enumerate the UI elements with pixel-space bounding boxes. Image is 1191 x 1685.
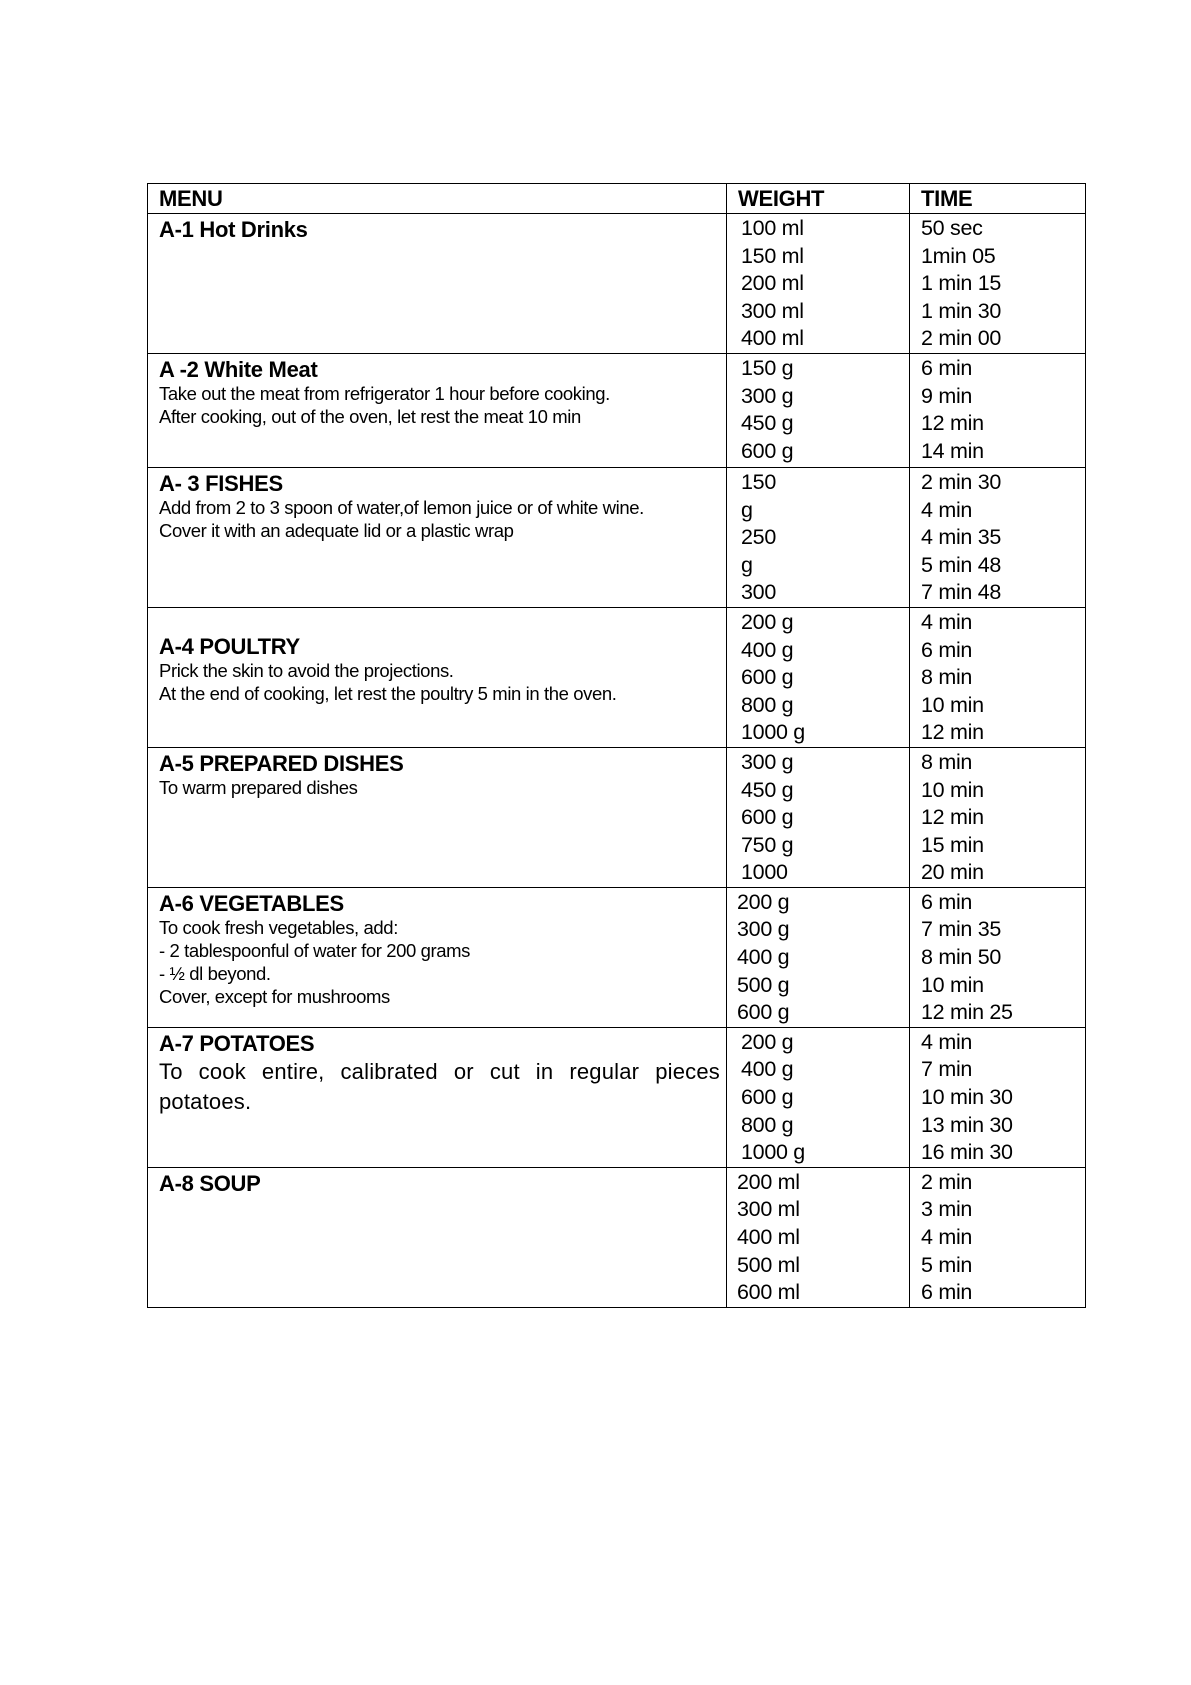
dish-description: To warm prepared dishes — [159, 776, 358, 798]
time-value: 12 min — [921, 720, 984, 745]
time-value: 4 min — [921, 609, 973, 634]
weight-value: 250 — [741, 525, 776, 550]
cooking-menu-table — [147, 183, 1086, 1308]
table-row — [148, 1167, 1086, 1307]
dish-description-line: Cover, except for mushrooms — [159, 985, 390, 1007]
time-list — [910, 748, 1085, 887]
weight-list — [727, 1168, 909, 1307]
weight-value: 400 g — [737, 945, 790, 970]
time-value: 2 min 00 — [921, 326, 1002, 351]
time-value: 6 min — [921, 355, 973, 380]
header-time: TIME — [910, 184, 1086, 214]
time-cell — [910, 467, 1086, 607]
time-value: 5 min 48 — [921, 552, 1002, 577]
time-list — [910, 354, 1085, 465]
weight-value: 400 g — [741, 637, 794, 662]
weight-cell — [727, 747, 910, 887]
weight-cell — [727, 1027, 910, 1167]
weight-value: 300 ml — [741, 298, 804, 323]
time-value: 4 min — [921, 497, 973, 522]
weight-value: g — [741, 497, 753, 522]
weight-value: 200 ml — [741, 271, 804, 296]
weight-list — [727, 888, 909, 1027]
time-value: 5 min — [921, 1252, 973, 1277]
time-value: 8 min — [921, 665, 973, 690]
weight-list — [727, 608, 909, 747]
time-value: 3 min — [921, 1197, 973, 1222]
time-value: 4 min — [921, 1029, 973, 1054]
time-value: 9 min — [921, 383, 973, 408]
time-value: 1 min 15 — [921, 271, 1002, 296]
time-list — [910, 1028, 1085, 1167]
weight-list — [727, 214, 909, 353]
dish-title: A-8 SOUP — [159, 1170, 261, 1196]
weight-list — [727, 354, 909, 465]
dish-description: To cook entire, calibrated or cut in regular pieces potatoes. — [159, 1058, 720, 1114]
time-value: 10 min — [921, 972, 984, 997]
dish-description: Add from 2 to 3 spoon of water,of lemon juice or of white wine. Cover it with an adequate lid or a plastic wrap — [159, 496, 644, 541]
time-value: 4 min — [921, 1225, 973, 1249]
weight-value: 150 — [741, 469, 776, 494]
weight-list — [727, 748, 909, 887]
time-value: 2 min — [921, 1169, 973, 1194]
time-value: 10 min — [921, 692, 984, 717]
weight-value: 200 ml — [737, 1169, 800, 1194]
weight-cell — [727, 353, 910, 467]
header-menu: MENU — [148, 184, 727, 214]
time-value: 1 min 30 — [921, 298, 1002, 323]
time-value: 6 min — [921, 1280, 973, 1305]
dish-description-line: To cook fresh vegetables, add: — [159, 916, 398, 938]
menu-cell — [148, 747, 727, 887]
time-value: 14 min — [921, 438, 984, 463]
time-list — [910, 214, 1085, 353]
weight-value: 500 ml — [737, 1252, 800, 1277]
dish-title: A-6 VEGETABLES — [159, 890, 344, 916]
weight-value: 600 ml — [737, 1280, 800, 1305]
table-row — [148, 747, 1086, 887]
weight-value: 300 g — [741, 383, 794, 408]
time-cell — [910, 214, 1086, 354]
dish-description: Take out the meat from refrigerator 1 hour before cooking. After cooking, out of the oven, let rest the meat 10 min — [159, 382, 610, 427]
weight-value: 600 g — [737, 1000, 790, 1025]
time-value: 12 min 25 — [921, 1000, 1013, 1025]
weight-value: 300 g — [741, 749, 794, 774]
menu-cell — [148, 353, 727, 467]
menu-cell — [148, 1167, 727, 1307]
time-value: 16 min 30 — [921, 1140, 1013, 1165]
dish-title: A -2 White Meat — [159, 356, 318, 382]
weight-value: 1000 — [741, 860, 788, 885]
time-value: 10 min — [921, 777, 984, 802]
weight-value: 800 g — [741, 1112, 794, 1137]
time-value: 1min 05 — [921, 243, 996, 268]
dish-title: A-4 POULTRY — [159, 633, 300, 659]
time-value: 13 min 30 — [921, 1112, 1013, 1137]
weight-list — [727, 468, 909, 607]
weight-value: 100 ml — [741, 216, 804, 240]
menu-cell — [148, 467, 727, 607]
time-list — [910, 468, 1085, 607]
weight-cell — [727, 607, 910, 747]
time-cell — [910, 887, 1086, 1027]
time-value: 8 min 50 — [921, 945, 1002, 970]
weight-value: 300 ml — [737, 1197, 800, 1222]
time-value: 7 min 48 — [921, 580, 1002, 605]
menu-cell — [148, 887, 727, 1027]
weight-value: 600 g — [741, 665, 794, 690]
weight-value: 800 g — [741, 692, 794, 717]
time-value: 6 min — [921, 637, 973, 662]
weight-value: 400 g — [741, 1057, 794, 1082]
weight-value: 400 ml — [737, 1225, 800, 1249]
dish-title: A-1 Hot Drinks — [159, 217, 308, 242]
table-row — [148, 353, 1086, 467]
dish-description-line: - 2 tablespoonful of water for 200 grams — [159, 939, 471, 961]
time-value: 2 min 30 — [921, 469, 1002, 494]
time-value: 7 min 35 — [921, 917, 1002, 942]
table-row — [148, 1027, 1086, 1167]
weight-value: 150 g — [741, 355, 794, 380]
weight-value: 1000 g — [741, 720, 805, 745]
table-row — [148, 214, 1086, 354]
time-value: 8 min — [921, 749, 973, 774]
weight-list — [727, 1028, 909, 1167]
time-cell — [910, 1027, 1086, 1167]
weight-value: 300 g — [737, 917, 790, 942]
dish-description: Prick the skin to avoid the projections. At the end of cooking, let rest the poultry 5 min in the oven. — [159, 659, 617, 704]
time-value: 50 sec — [921, 216, 983, 240]
weight-value: g — [741, 552, 753, 577]
weight-value: 450 g — [741, 777, 794, 802]
time-value: 10 min 30 — [921, 1085, 1013, 1110]
time-list — [910, 608, 1085, 747]
weight-value: 750 g — [741, 832, 794, 857]
time-cell — [910, 353, 1086, 467]
time-value: 15 min — [921, 832, 984, 857]
weight-value: 1000 g — [741, 1140, 805, 1165]
dish-title: A- 3 FISHES — [159, 470, 283, 496]
weight-cell — [727, 214, 910, 354]
table-row — [148, 887, 1086, 1027]
time-list — [910, 888, 1085, 1027]
time-cell — [910, 607, 1086, 747]
menu-cell — [148, 1027, 727, 1167]
weight-value: 200 g — [741, 1029, 794, 1054]
weight-value: 600 g — [741, 805, 794, 830]
weight-value: 600 g — [741, 438, 794, 463]
time-cell — [910, 747, 1086, 887]
dish-title: A-5 PREPARED DISHES — [159, 750, 404, 776]
weight-value: 400 ml — [741, 326, 804, 351]
weight-value: 500 g — [737, 972, 790, 997]
header-row — [148, 184, 1086, 214]
time-list — [910, 1168, 1085, 1307]
time-value: 7 min — [921, 1057, 973, 1082]
weight-value: 450 g — [741, 411, 794, 436]
header-weight: WEIGHT — [727, 184, 910, 214]
table-row — [148, 467, 1086, 607]
weight-cell — [727, 467, 910, 607]
time-value: 12 min — [921, 805, 984, 830]
weight-value: 200 g — [741, 609, 794, 634]
dish-title: A-7 POTATOES — [159, 1030, 315, 1056]
menu-cell — [148, 607, 727, 747]
weight-value: 200 g — [737, 889, 790, 914]
time-value: 4 min 35 — [921, 525, 1002, 550]
menu-cell — [148, 214, 727, 354]
table-row — [148, 607, 1086, 747]
weight-value: 600 g — [741, 1085, 794, 1110]
time-value: 20 min — [921, 860, 984, 885]
weight-value: 300 — [741, 580, 776, 605]
dish-description-line: - ½ dl beyond. — [159, 962, 271, 984]
weight-cell — [727, 887, 910, 1027]
weight-value: 150 ml — [741, 243, 804, 268]
weight-cell — [727, 1167, 910, 1307]
time-value: 6 min — [921, 889, 973, 914]
time-cell — [910, 1167, 1086, 1307]
time-value: 12 min — [921, 411, 984, 436]
